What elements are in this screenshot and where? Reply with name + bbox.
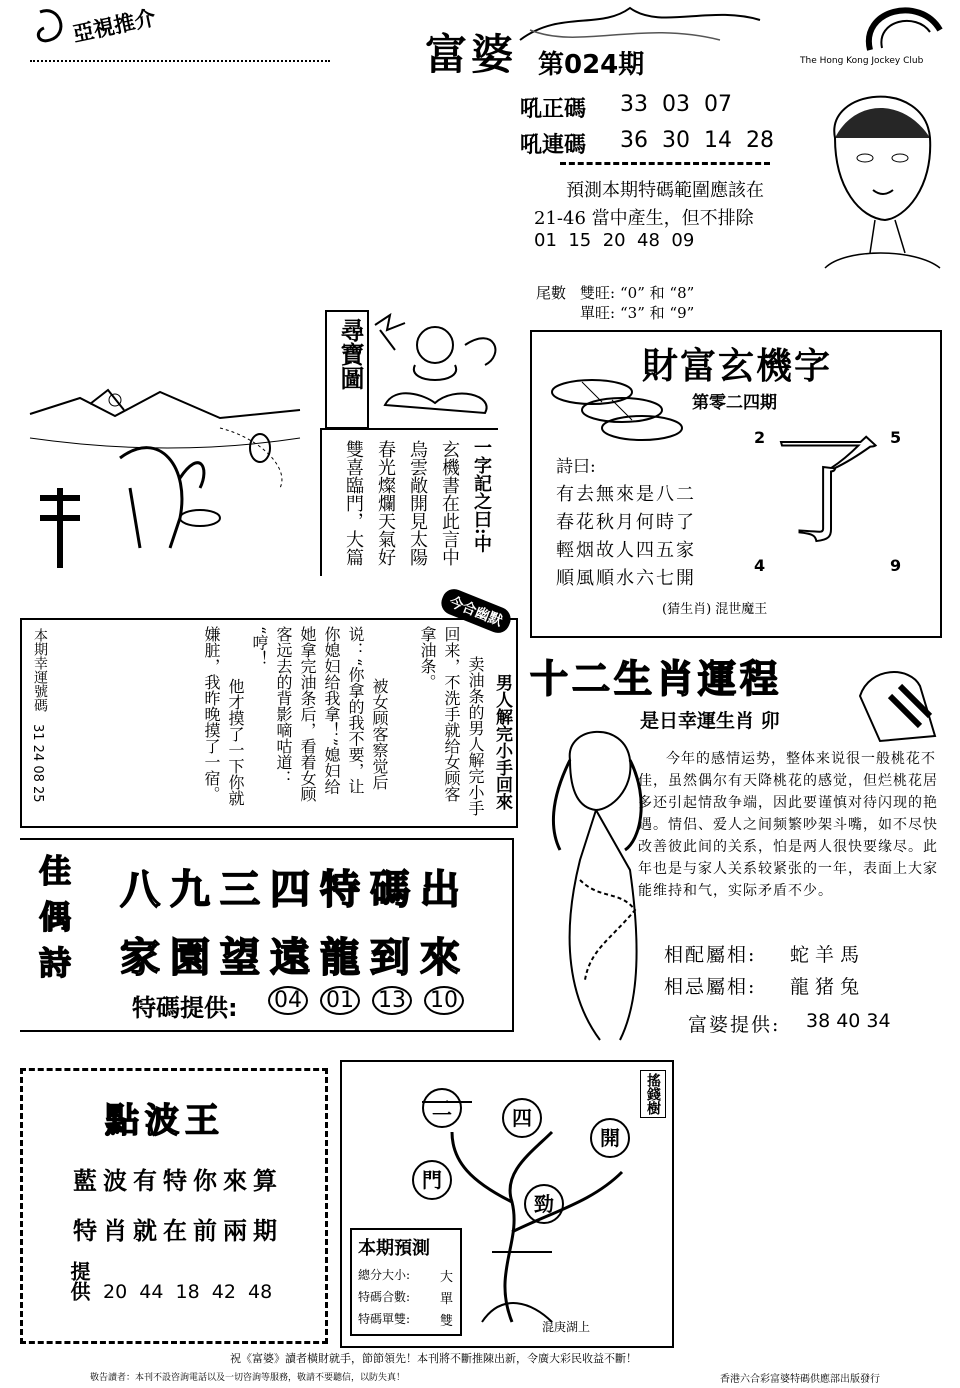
poem-side-label: 佳偶詩 [34, 854, 72, 992]
joke-col-5: 说：“你拿的我不要，让 [346, 626, 365, 795]
predict-row-1-value: 大 [440, 1270, 454, 1285]
match-value: 蛇 羊 馬 [790, 944, 860, 966]
riddle-title: 一字記之曰:中 [471, 438, 492, 553]
joke-col-10: 他才摸了一下你就 [226, 678, 245, 806]
zodiac-subtitle: 是日幸運生肖 卯 [640, 710, 780, 732]
predict-row-2-label: 特碼合數: [358, 1290, 411, 1304]
predict-row-3-label: 特碼單雙: [358, 1312, 411, 1326]
predict-row-2-value: 單 [440, 1292, 454, 1307]
tail-dan-value: “3” 和 “9” [620, 304, 695, 322]
tail-dan-label: 單旺: [580, 304, 616, 322]
treasure-badge [325, 310, 369, 429]
range-line-2: 21-46 當中產生，但不排除 [534, 208, 754, 229]
zheng-label: 吼正碼 [520, 96, 587, 122]
provide-label: 富婆提供: [688, 1014, 781, 1036]
poem-box [20, 838, 514, 1032]
footer-line-2-right: 香港六合彩富婆特碼供應部出版發行 [720, 1374, 880, 1385]
zheng-values: 33 03 07 [620, 92, 732, 117]
special-num-3: 13 [372, 986, 412, 1015]
wave-provide-label: 提供 [67, 1261, 91, 1301]
joke-col-2: 回来，不洗手就给女顾客 [442, 626, 461, 802]
page-title: 富婆 [425, 30, 518, 79]
riddle-line-1: 玄機書在此言中 [439, 440, 460, 566]
lucky-numbers: 31 24 08 25 [30, 724, 45, 803]
wave-king-title: 點波王 [105, 1101, 225, 1141]
wave-king-box [20, 1068, 328, 1344]
predict-row-3-value: 雙 [440, 1314, 454, 1329]
joke-col-11: 嫌脏，我昨晚摸了一宿。 [202, 626, 221, 802]
jockey-club-label: The Hong Kong Jockey Club [800, 56, 924, 66]
special-num-1: 04 [268, 986, 308, 1015]
hand-icon [850, 656, 940, 746]
predict-box [350, 1228, 462, 1336]
joke-col-3: 拿油条。 [418, 626, 437, 690]
match-label: 相配屬相: [664, 944, 757, 966]
xuanji-period: 第零二四期 [692, 393, 777, 413]
corner-text: 亞視推介 [70, 4, 158, 47]
xuanji-corner-br: 9 [890, 556, 902, 575]
xuanji-corner-tl: 2 [754, 428, 766, 447]
picks-divider [560, 162, 770, 165]
avoid-value: 龍 猪 兔 [790, 976, 860, 998]
wave-numbers: 20 44 18 42 48 [103, 1281, 273, 1303]
provide-value: 38 40 34 [806, 1010, 891, 1032]
joke-col-8: 客远去的背影嘀咕道： [274, 626, 293, 786]
money-tree-badge: 搖錢樹 [640, 1070, 666, 1118]
lian-label: 吼連碼 [520, 132, 587, 158]
joke-title: 男人解完小手回來 [492, 674, 512, 810]
joke-col-6: 你媳妇给我拿！”媳妇给 [322, 626, 341, 795]
issue-number: 第024期 [538, 50, 645, 80]
xuanji-corner-bl: 4 [754, 556, 766, 575]
special-num-4: 10 [424, 986, 464, 1015]
avoid-label: 相忌屬相: [664, 976, 757, 998]
joke-col-1: 卖油条的男人解完小手 [466, 656, 485, 816]
tail-shuang-value: “0” 和 “8” [620, 284, 695, 302]
treasure-map-drawing [20, 318, 310, 588]
poem-line-1: 有去無來是八二 [556, 484, 696, 505]
tree-ball-2: 四 [502, 1098, 542, 1138]
joke-col-9: “哼！ [250, 626, 269, 667]
zodiac-title: 十二生肖運程 [530, 656, 783, 701]
tree-ball-5: 勁 [524, 1184, 564, 1224]
xuanji-title: 財富玄機字 [642, 345, 833, 387]
poem-line-main-1: 八九三四特碼出 [120, 866, 470, 913]
range-line-1: 預測本期特碼範圍應該在 [566, 180, 764, 201]
portrait-sketch-icon [815, 78, 945, 268]
special-num-2: 01 [320, 986, 360, 1015]
word-riddle-scroll [320, 428, 498, 576]
poem-line-4: 順風順水六七開 [556, 568, 696, 589]
footer-line-1: 祝《富婆》讀者橫財就手，節節領先！本刊將不斷推陳出新，令廣大彩民收益不斷！ [230, 1352, 637, 1365]
lian-values: 36 30 14 28 [620, 128, 774, 153]
corner-badge [30, 4, 160, 47]
riddle-line-2: 烏雲敞開見太陽 [407, 440, 428, 566]
xuanji-corner-tr: 5 [890, 428, 902, 447]
joke-col-4: 被女顾客察觉后 [370, 678, 389, 790]
cupid-icon [375, 305, 515, 425]
joke-col-7: 她拿完油条后，看着女顾 [298, 626, 317, 802]
money-tree-box [340, 1060, 674, 1348]
joke-badge: 今合幽默 [438, 585, 514, 636]
predict-row-1-label: 總分大小: [358, 1268, 411, 1282]
tree-ball-1: 二 [422, 1088, 462, 1128]
treasure-title: 尋寶圖 [336, 318, 365, 390]
xuanji-box [530, 330, 942, 638]
decorative-banner [520, 0, 780, 60]
tail-label: 尾數 [536, 284, 567, 302]
riddle-line-3: 春光燦爛天氣好 [375, 440, 396, 566]
special-label: 特碼提供: [132, 994, 238, 1022]
lucky-joke-box [20, 618, 518, 828]
range-line-3: 01 15 20 48 09 [534, 230, 695, 251]
wave-line-1: 藍波有特你來算 [73, 1166, 283, 1195]
predict-title: 本期預測 [358, 1238, 430, 1259]
tail-shuang-label: 雙旺: [580, 284, 616, 302]
lucky-label: 本期幸運號碼 [32, 628, 48, 712]
tree-foot: 混庚湖上 [542, 1320, 591, 1334]
tree-ball-3: 開 [590, 1118, 630, 1158]
poem-line-3: 輕烟故人四五家 [556, 540, 696, 561]
poem-label: 詩曰: [556, 457, 596, 477]
xuanji-footer: (猜生肖) 混世魔王 [662, 602, 768, 617]
riddle-line-4: 雙喜臨門，大篇 [343, 440, 364, 566]
footer-line-2-left: 敬告讀者：本刊不設咨詢電話以及一切咨詢等服務，敬請不要聽信，以防失真！ [90, 1373, 406, 1383]
header-underline [30, 60, 330, 62]
zodiac-body: 今年的感情运势，整体来说很一般桃花不佳，虽然偶尔有天降桃花的感觉，但烂桃花居多还引起情敌争端，因此要谨慎对待闪现的艳遇。情侣、爱人之间频繁吵架斗嘴，如不尽快改善彼此间的关系，怕是两人很快要缘尽。此年也是与家人关系较紧张的一年，表面上大家能维持和气，实际矛盾不少。 [638, 751, 938, 899]
xuanji-char: 了 [768, 422, 887, 560]
wave-line-2: 特肖就在前兩期 [73, 1216, 283, 1245]
poem-line-main-2: 家園望遠龍到來 [120, 934, 470, 981]
tree-ball-4: 門 [412, 1160, 452, 1200]
poem-line-2: 春花秋月何時了 [556, 512, 696, 533]
